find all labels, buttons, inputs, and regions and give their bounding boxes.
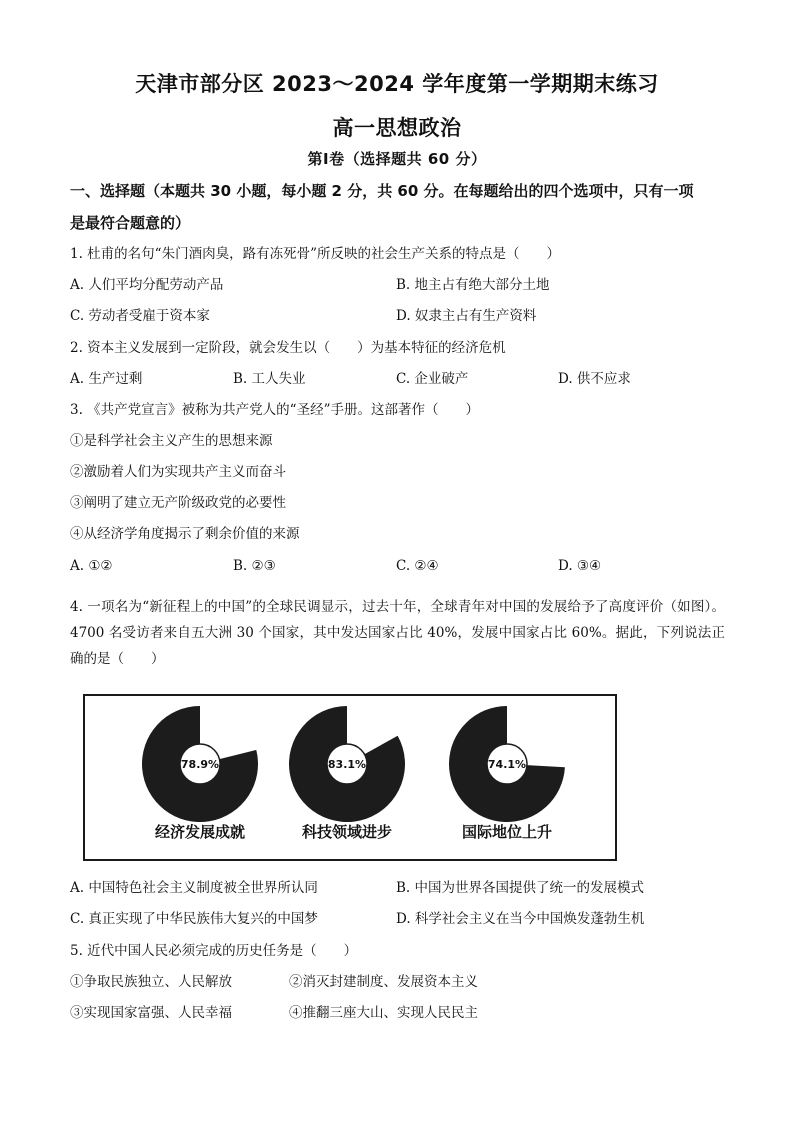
survey-chart-svg [85,696,615,859]
q3-option-b: B. ②③ [233,558,276,574]
section-instructions-line1: 一、选择题（本题共 30 小题，每小题 2 分，共 60 分。在每题给出的四个选项中，只有一项 [70,182,694,200]
donut-label-economy: 经济发展成就 [154,823,246,841]
q2-option-b: B. 工人失业 [233,371,306,387]
q5-statement-2: ②消灭封建制度、发展资本主义 [289,974,478,990]
q5-statement-1: ①争取民族独立、人民解放 [70,974,232,990]
q1-option-c: C. 劳动者受雇于资本家 [70,308,210,324]
exam-title: 天津市部分区 2023～2024 学年度第一学期期末练习 [135,72,659,96]
section-instructions-line2: 是最符合题意的） [70,214,191,232]
q3-option-d: D. ③④ [558,558,602,574]
q1-option-d: D. 奴隶主占有生产资料 [396,308,537,324]
q5-stem: 5. 近代中国人民必须完成的历史任务是（ ） [70,943,358,959]
q4-option-d: D. 科学社会主义在当今中国焕发蓬勃生机 [396,911,645,927]
q3-statement-2: ②激励着人们为实现共产主义而奋斗 [70,464,286,480]
donut-value-international: 74.1% [487,758,527,771]
q1-option-b: B. 地主占有绝大部分土地 [396,277,550,293]
q5-statement-4: ④推翻三座大山、实现人民民主 [289,1005,478,1021]
donut-label-technology: 科技领域进步 [301,823,393,841]
q3-stem: 3. 《共产党宣言》被称为共产党人的“圣经”手册。这部著作（ ） [70,402,479,418]
q2-option-c: C. 企业破产 [396,371,469,387]
q4-stem: 4. 一项名为“新征程上的中国”的全球民调显示，过去十年，全球青年对中国的发展给予了高度评价（如图）。4700 名受访者来自五大洲 30 个国家，其中发达国家占比 40%，发展中国家占比 60%。据此，下列说法正确的是（ ） [70,599,725,667]
donut-value-economy: 78.9% [180,758,220,771]
donut-value-technology: 83.1% [327,758,367,771]
subject-title: 高一思想政治 [332,116,462,140]
q3-statement-3: ③阐明了建立无产阶级政党的必要性 [70,495,286,511]
q3-statement-4: ④从经济学角度揭示了剩余价值的来源 [70,526,300,542]
donut-label-international: 国际地位上升 [461,823,553,841]
q4-option-b: B. 中国为世界各国提供了统一的发展模式 [396,880,645,896]
q2-stem: 2. 资本主义发展到一定阶段，就会发生以（ ）为基本特征的经济危机 [70,340,506,356]
q5-statement-3: ③实现国家富强、人民幸福 [70,1005,232,1021]
q2-option-d: D. 供不应求 [558,371,631,387]
volume-title: 第Ⅰ卷（选择题共 60 分） [307,150,487,168]
q1-option-a: A. 人们平均分配劳动产品 [70,277,224,293]
q3-option-a: A. ①② [70,558,113,574]
q4-option-c: C. 真正实现了中华民族伟大复兴的中国梦 [70,911,318,927]
survey-chart [83,694,617,861]
q1-stem: 1. 杜甫的名句“朱门酒肉臭，路有冻死骨”所反映的社会生产关系的特点是（ ） [70,246,560,262]
q2-option-a: A. 生产过剩 [70,371,143,387]
q4-option-a: A. 中国特色社会主义制度被全世界所认同 [70,880,318,896]
q3-statement-1: ①是科学社会主义产生的思想来源 [70,433,273,449]
q3-option-c: C. ②④ [396,558,439,574]
